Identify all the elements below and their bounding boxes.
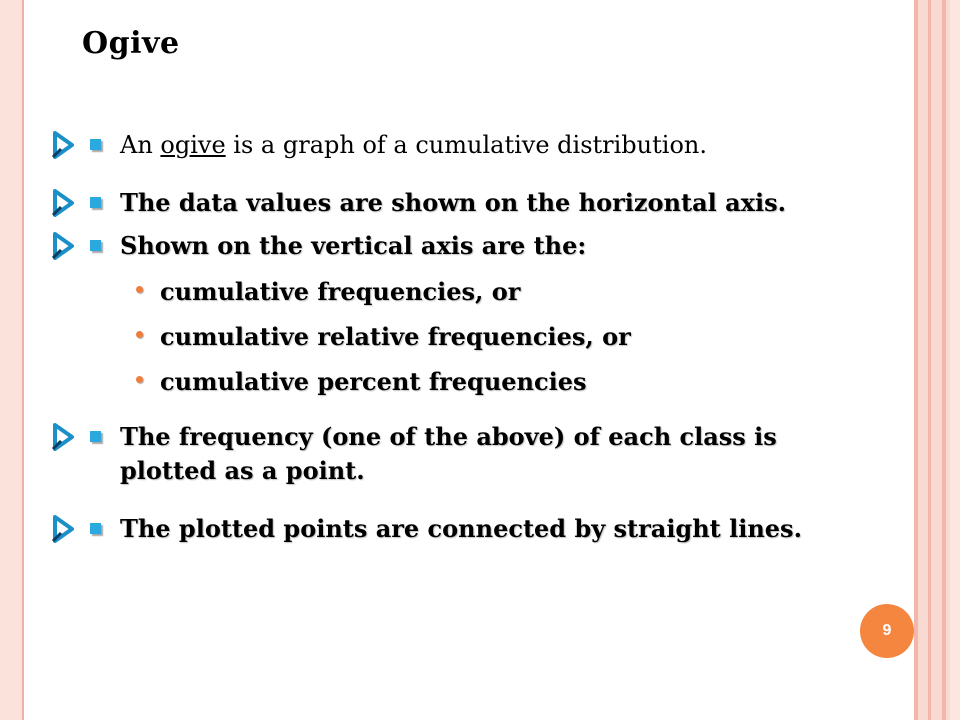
underlined-term: ogive	[160, 131, 226, 159]
slide-title: Ogive	[82, 26, 180, 61]
sub-bullet-text: cumulative percent frequencies	[160, 367, 587, 396]
page-number-badge: 9	[860, 604, 914, 658]
dot-bullet-icon	[136, 286, 143, 293]
triangle-arrow-icon	[50, 515, 76, 543]
square-bullet-icon	[90, 139, 101, 150]
square-bullet-icon	[90, 240, 101, 251]
sub-bullet-text: cumulative relative frequencies, or	[160, 322, 631, 351]
bullet-text: An ogive is a graph of a cumulative distribution.	[120, 131, 707, 159]
triangle-arrow-icon	[50, 189, 76, 217]
bullet-text: The plotted points are connected by straight lines.	[120, 514, 802, 543]
left-border-stripe	[0, 0, 24, 720]
dot-bullet-icon	[136, 376, 143, 383]
bullet-text: The frequency (one of the above) of each class is plotted as a point.	[120, 422, 777, 485]
triangle-arrow-icon	[50, 423, 76, 451]
triangle-arrow-icon	[50, 232, 76, 260]
triangle-arrow-icon	[50, 131, 76, 159]
bullet-text: The data values are shown on the horizontal axis.	[120, 188, 786, 217]
square-bullet-icon	[90, 431, 101, 442]
square-bullet-icon	[90, 523, 101, 534]
bullet-text: Shown on the vertical axis are the:	[120, 231, 587, 260]
dot-bullet-icon	[136, 331, 143, 338]
right-border-stripes	[914, 0, 960, 720]
sub-bullet-text: cumulative frequencies, or	[160, 277, 521, 306]
square-bullet-icon	[90, 197, 101, 208]
